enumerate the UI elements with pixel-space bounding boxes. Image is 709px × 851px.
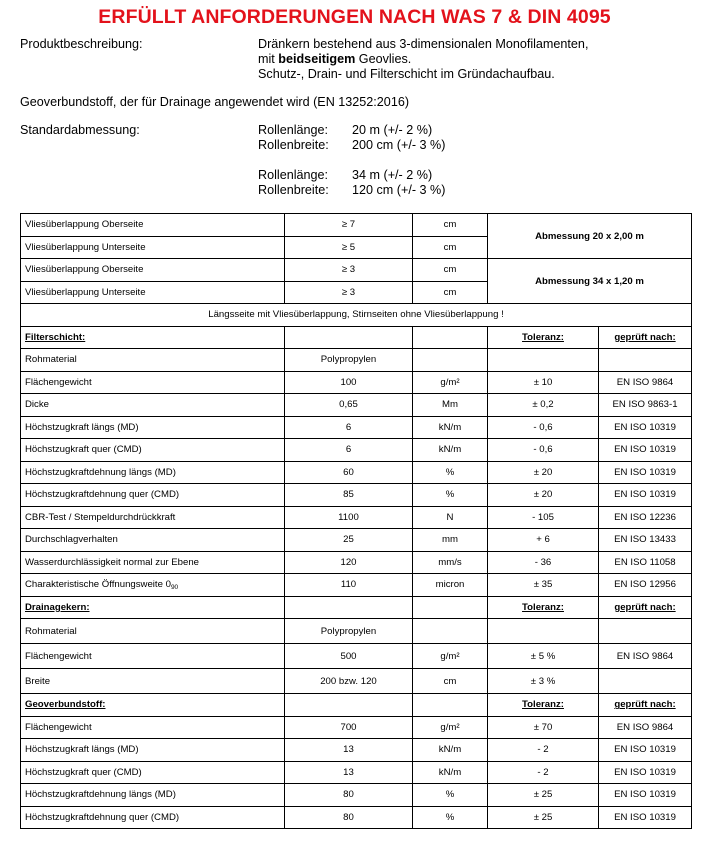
property-unit: [413, 619, 488, 644]
property-standard: [599, 349, 692, 372]
property-tolerance: ± 5 %: [488, 644, 599, 669]
property-tolerance: [488, 349, 599, 372]
property-standard: EN ISO 9864: [599, 644, 692, 669]
property-tolerance: ± 70: [488, 716, 599, 739]
table-row: [21, 304, 692, 327]
table-row: [21, 484, 692, 507]
description-line-3: Schutz-, Drain- und Filterschicht im Gründachaufbau.: [258, 67, 555, 81]
property-value: 25: [285, 529, 413, 552]
property-tolerance: [488, 619, 599, 644]
overlap-value: ≥ 3: [285, 281, 413, 304]
geo-section: [21, 694, 692, 829]
property-unit: kN/m: [413, 439, 488, 462]
description-line-2: mit beidseitigem Geovlies.: [258, 52, 412, 66]
property-unit: cm: [413, 669, 488, 694]
table-row: [21, 394, 692, 417]
property-label: Breite: [21, 669, 285, 694]
table-row: [21, 529, 692, 552]
property-standard: [599, 669, 692, 694]
property-tolerance: ± 25: [488, 784, 599, 807]
standard-label: Standardabmessung:: [20, 123, 140, 137]
property-unit: mm/s: [413, 551, 488, 574]
overlap-value: ≥ 3: [285, 259, 413, 282]
roll-width-label: Rollenbreite:: [258, 183, 329, 197]
property-value: 6: [285, 439, 413, 462]
property-tolerance: ± 20: [488, 461, 599, 484]
table-row: [21, 439, 692, 462]
property-value: 85: [285, 484, 413, 507]
property-value: 1100: [285, 506, 413, 529]
roll-length-value: 34 m (+/- 2 %): [352, 168, 433, 182]
property-unit: [413, 349, 488, 372]
property-label: Rohmaterial: [21, 349, 285, 372]
property-unit: g/m²: [413, 716, 488, 739]
geoverbund-text: Geoverbundstoff, der für Drainage angewendet wird (EN 13252:2016): [20, 95, 410, 109]
property-unit: micron: [413, 574, 488, 597]
table-row: [21, 761, 692, 784]
overlap-label: Vliesüberlappung Unterseite: [21, 281, 285, 304]
property-standard: EN ISO 10319: [599, 484, 692, 507]
table-row: [21, 371, 692, 394]
property-tolerance: + 6: [488, 529, 599, 552]
property-standard: EN ISO 9863-1: [599, 394, 692, 417]
property-standard: EN ISO 12236: [599, 506, 692, 529]
overlap-label: Vliesüberlappung Oberseite: [21, 214, 285, 237]
table-row: [21, 739, 692, 762]
dimension-label-2: Abmessung 34 x 1,20 m: [488, 259, 692, 304]
property-label: Charakteristische Öffnungsweite $0_{90}$: [21, 574, 285, 597]
property-value: Polypropylen: [285, 619, 413, 644]
property-value: 110: [285, 574, 413, 597]
property-value: 0,65: [285, 394, 413, 417]
property-standard: EN ISO 9864: [599, 716, 692, 739]
description-text: [258, 37, 588, 82]
roll-length-label: Rollenlänge:: [258, 168, 329, 182]
property-value: 80: [285, 784, 413, 807]
property-unit: %: [413, 784, 488, 807]
property-standard: EN ISO 10319: [599, 739, 692, 762]
section-header-row: [21, 326, 692, 349]
subscript: 90: [170, 583, 179, 591]
property-label: Höchstzugkraftdehnung längs (MD): [21, 461, 285, 484]
property-tolerance: - 2: [488, 761, 599, 784]
property-standard: EN ISO 10319: [599, 806, 692, 829]
description-bold-word: beidseitigem: [278, 52, 356, 66]
property-value: 100: [285, 371, 413, 394]
overlap-label: Vliesüberlappung Unterseite: [21, 236, 285, 259]
property-tolerance: ± 35: [488, 574, 599, 597]
table-row: [21, 259, 692, 282]
table-row: [21, 551, 692, 574]
property-label: Höchstzugkraft quer (CMD): [21, 439, 285, 462]
table-row: [21, 214, 692, 237]
roll-length-label: Rollenlänge:: [258, 123, 329, 137]
overlap-value: ≥ 5: [285, 236, 413, 259]
tested-by-header: geprüft nach:: [599, 596, 692, 619]
property-value: 6: [285, 416, 413, 439]
property-value: 500: [285, 644, 413, 669]
property-tolerance: - 36: [488, 551, 599, 574]
table-row: [21, 619, 692, 644]
property-value: 60: [285, 461, 413, 484]
roll-length-value: 20 m (+/- 2 %): [352, 123, 433, 137]
table-row: [21, 644, 692, 669]
property-tolerance: - 105: [488, 506, 599, 529]
overlap-unit: cm: [413, 281, 488, 304]
table-row: [21, 806, 692, 829]
property-label: Rohmaterial: [21, 619, 285, 644]
description-line-1: Dränkern bestehend aus 3-dimensionalen Monofilamenten,: [258, 37, 589, 51]
property-label: Flächengewicht: [21, 371, 285, 394]
property-value: 13: [285, 761, 413, 784]
property-value: 80: [285, 806, 413, 829]
property-tolerance: - 0,6: [488, 416, 599, 439]
filter-section: [21, 326, 692, 596]
roll-width-value: 200 cm (+/- 3 %): [352, 138, 446, 152]
property-unit: g/m²: [413, 371, 488, 394]
property-standard: EN ISO 10319: [599, 761, 692, 784]
property-unit: kN/m: [413, 416, 488, 439]
property-unit: %: [413, 484, 488, 507]
property-standard: EN ISO 13433: [599, 529, 692, 552]
dimension-label-1: Abmessung 20 x 2,00 m: [488, 214, 692, 259]
tested-by-header: geprüft nach:: [599, 326, 692, 349]
property-unit: %: [413, 806, 488, 829]
property-standard: EN ISO 10319: [599, 416, 692, 439]
property-label: Wasserdurchlässigkeit normal zur Ebene: [21, 551, 285, 574]
property-label: Höchstzugkraft quer (CMD): [21, 761, 285, 784]
property-value: Polypropylen: [285, 349, 413, 372]
property-standard: [599, 619, 692, 644]
property-unit: mm: [413, 529, 488, 552]
table-row: [21, 416, 692, 439]
standard-dimensions-1: [258, 123, 445, 153]
standard-dimensions-2: [258, 168, 445, 198]
property-label: Höchstzugkraftdehnung quer (CMD): [21, 806, 285, 829]
spec-table: [20, 213, 692, 829]
property-value: 700: [285, 716, 413, 739]
section-heading: Drainagekern:: [21, 596, 285, 619]
property-label: Durchschlagverhalten: [21, 529, 285, 552]
property-tolerance: ± 20: [488, 484, 599, 507]
table-row: [21, 461, 692, 484]
property-unit: %: [413, 461, 488, 484]
overlap-unit: cm: [413, 214, 488, 237]
table-row: [21, 669, 692, 694]
property-label: Höchstzugkraft längs (MD): [21, 416, 285, 439]
overlap-unit: cm: [413, 236, 488, 259]
section-header-row: [21, 596, 692, 619]
property-label: CBR-Test / Stempeldurchdrückkraft: [21, 506, 285, 529]
property-value: 13: [285, 739, 413, 762]
property-label: Höchstzugkraftdehnung längs (MD): [21, 784, 285, 807]
section-heading: Filterschicht:: [21, 326, 285, 349]
property-unit: g/m²: [413, 644, 488, 669]
table-row: [21, 349, 692, 372]
table-row: [21, 506, 692, 529]
tolerance-header: Toleranz:: [488, 596, 599, 619]
drain-section: [21, 596, 692, 694]
overlap-section: [21, 214, 692, 327]
section-heading: Geoverbundstoff:: [21, 694, 285, 717]
property-tolerance: ± 0,2: [488, 394, 599, 417]
property-value: 200 bzw. 120: [285, 669, 413, 694]
overlap-note: Längsseite mit Vliesüberlappung, Stirnseiten ohne Vliesüberlappung !: [21, 304, 692, 327]
overlap-value: ≥ 7: [285, 214, 413, 237]
tolerance-header: Toleranz:: [488, 326, 599, 349]
property-unit: kN/m: [413, 739, 488, 762]
overlap-unit: cm: [413, 259, 488, 282]
property-value: 120: [285, 551, 413, 574]
property-standard: EN ISO 11058: [599, 551, 692, 574]
property-standard: EN ISO 9864: [599, 371, 692, 394]
tolerance-header: Toleranz:: [488, 694, 599, 717]
property-tolerance: ± 10: [488, 371, 599, 394]
tested-by-header: geprüft nach:: [599, 694, 692, 717]
property-tolerance: ± 3 %: [488, 669, 599, 694]
property-tolerance: - 2: [488, 739, 599, 762]
table-row: [21, 784, 692, 807]
property-standard: EN ISO 10319: [599, 461, 692, 484]
table-row: [21, 716, 692, 739]
roll-width-value: 120 cm (+/- 3 %): [352, 183, 446, 197]
description-label: Produktbeschreibung:: [20, 37, 143, 51]
section-header-row: [21, 694, 692, 717]
property-tolerance: - 0,6: [488, 439, 599, 462]
property-unit: N: [413, 506, 488, 529]
page-title: ERFÜLLT ANFORDERUNGEN NACH WAS 7 & DIN 4095: [98, 6, 611, 28]
roll-width-label: Rollenbreite:: [258, 138, 329, 152]
property-standard: EN ISO 10319: [599, 784, 692, 807]
property-label: Flächengewicht: [21, 644, 285, 669]
property-label: Flächengewicht: [21, 716, 285, 739]
overlap-label: Vliesüberlappung Oberseite: [21, 259, 285, 282]
property-label: Höchstzugkraft längs (MD): [21, 739, 285, 762]
property-tolerance: ± 25: [488, 806, 599, 829]
property-unit: kN/m: [413, 761, 488, 784]
table-row: [21, 574, 692, 597]
property-unit: Mm: [413, 394, 488, 417]
property-standard: EN ISO 10319: [599, 439, 692, 462]
property-label: Höchstzugkraftdehnung quer (CMD): [21, 484, 285, 507]
property-label: Dicke: [21, 394, 285, 417]
property-standard: EN ISO 12956: [599, 574, 692, 597]
